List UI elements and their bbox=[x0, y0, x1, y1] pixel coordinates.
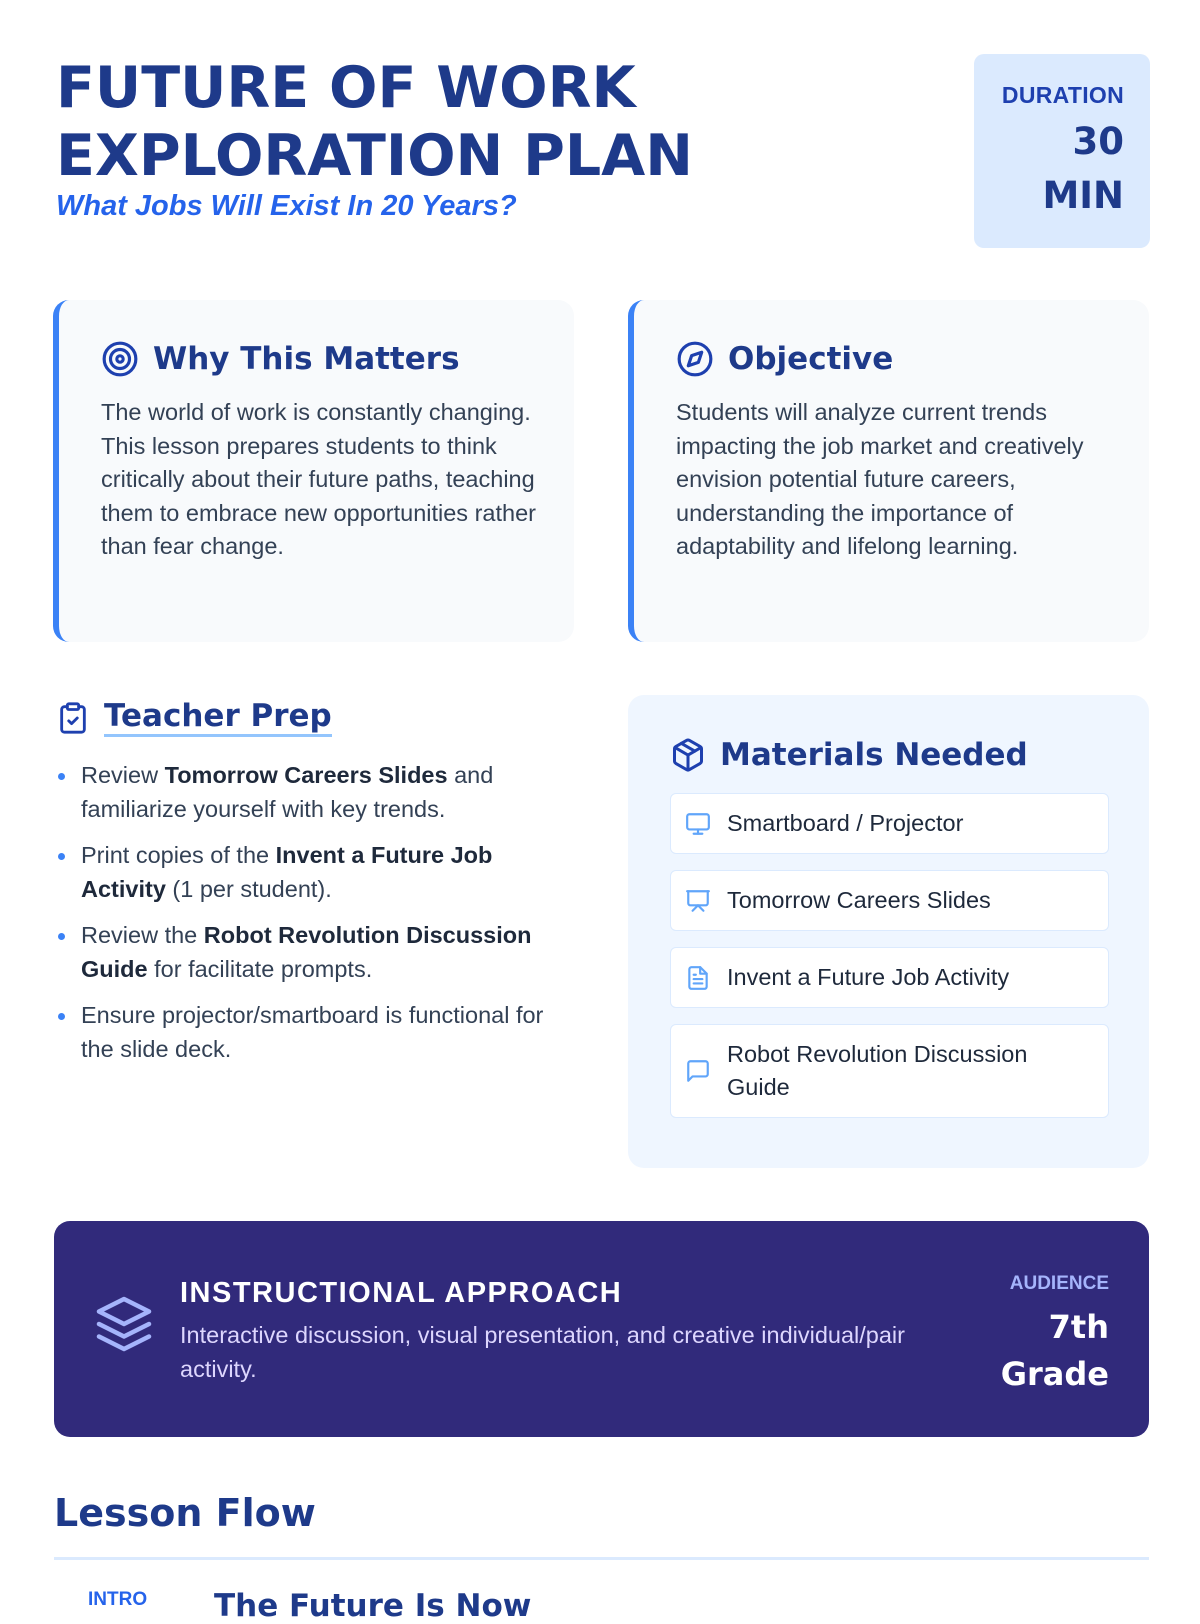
teacher-prep-title: Teacher Prep bbox=[104, 698, 332, 737]
teacher-prep-header bbox=[56, 698, 556, 737]
objective-card-title: Objective bbox=[728, 341, 894, 377]
audience-label: AUDIENCE bbox=[1009, 1273, 1109, 1294]
duration-value bbox=[974, 115, 1124, 223]
title-line-2: EXPLORATION PLAN bbox=[56, 123, 693, 189]
bullet-dot bbox=[58, 1013, 65, 1020]
bullet-dot bbox=[58, 853, 65, 860]
lesson-flow-divider bbox=[54, 1557, 1149, 1560]
material-item-activity bbox=[670, 947, 1109, 1008]
bullet-dot bbox=[58, 773, 65, 780]
why-card-title: Why This Matters bbox=[153, 341, 460, 377]
material-label: Smartboard / Projector bbox=[727, 810, 964, 836]
prep-item: Ensure projector/smartboard is functional for the slide deck. bbox=[56, 999, 556, 1066]
material-item-slides bbox=[670, 870, 1109, 931]
objective-card bbox=[628, 300, 1149, 642]
why-card-header bbox=[101, 340, 536, 378]
materials-header bbox=[670, 737, 1109, 773]
duration-unit: MIN bbox=[1042, 174, 1124, 217]
teacher-prep-section bbox=[56, 698, 556, 1079]
instructional-approach-banner bbox=[54, 1221, 1149, 1437]
lesson-flow-title: Lesson Flow bbox=[54, 1491, 316, 1535]
objective-card-header bbox=[676, 340, 1111, 378]
material-label: Robot Revolution Discussion Guide bbox=[727, 1041, 1028, 1100]
material-label: Invent a Future Job Activity bbox=[727, 964, 1010, 990]
title-line-1: FUTURE OF WORK bbox=[56, 55, 636, 121]
prep-item: Print copies of the Invent a Future Job Activity (1 per student). bbox=[56, 839, 556, 906]
package-icon bbox=[670, 737, 706, 773]
duration-number: 30 bbox=[1072, 120, 1124, 163]
page-subtitle: What Jobs Will Exist In 20 Years? bbox=[56, 190, 517, 222]
approach-title: INSTRUCTIONAL APPROACH bbox=[180, 1277, 623, 1309]
duration-label: DURATION bbox=[1001, 82, 1124, 108]
bullet-dot bbox=[58, 933, 65, 940]
lesson-step-label: INTRO bbox=[88, 1589, 148, 1610]
material-label: Tomorrow Careers Slides bbox=[727, 887, 991, 913]
prep-item: Review the Robot Revolution Discussion Guide for facilitate prompts. bbox=[56, 919, 556, 986]
why-this-matters-card bbox=[53, 300, 574, 642]
approach-text: Interactive discussion, visual presentation, and creative individual/pair activity. bbox=[180, 1322, 905, 1382]
presentation-icon bbox=[685, 888, 711, 914]
materials-needed-card bbox=[628, 695, 1149, 1168]
file-text-icon bbox=[685, 965, 711, 991]
clipboard-check-icon bbox=[56, 701, 90, 735]
objective-card-text: Students will analyze current trends impacting the job market and creatively envision potential future careers, understanding the importance of adaptability and lifelong learning. bbox=[676, 399, 1084, 559]
message-square-icon bbox=[685, 1058, 711, 1084]
material-item-discussion-guide bbox=[670, 1024, 1109, 1118]
duration-badge bbox=[974, 54, 1150, 248]
target-icon bbox=[101, 340, 139, 378]
why-card-text: The world of work is constantly changing. This lesson prepares students to think critically about their future paths, teaching them to embrace new opportunities rather than fear change. bbox=[101, 399, 536, 559]
teacher-prep-list bbox=[56, 759, 556, 1066]
layers-icon bbox=[94, 1293, 154, 1355]
audience-value: 7th Grade bbox=[1000, 1308, 1109, 1393]
prep-item: Review Tomorrow Careers Slides and familiarize yourself with key trends. bbox=[56, 759, 556, 826]
materials-title: Materials Needed bbox=[720, 737, 1028, 773]
material-item-smartboard bbox=[670, 793, 1109, 854]
page-title bbox=[56, 54, 876, 190]
lesson-step-title: The Future Is Now bbox=[214, 1588, 532, 1624]
monitor-icon bbox=[685, 811, 711, 837]
compass-icon bbox=[676, 340, 714, 378]
